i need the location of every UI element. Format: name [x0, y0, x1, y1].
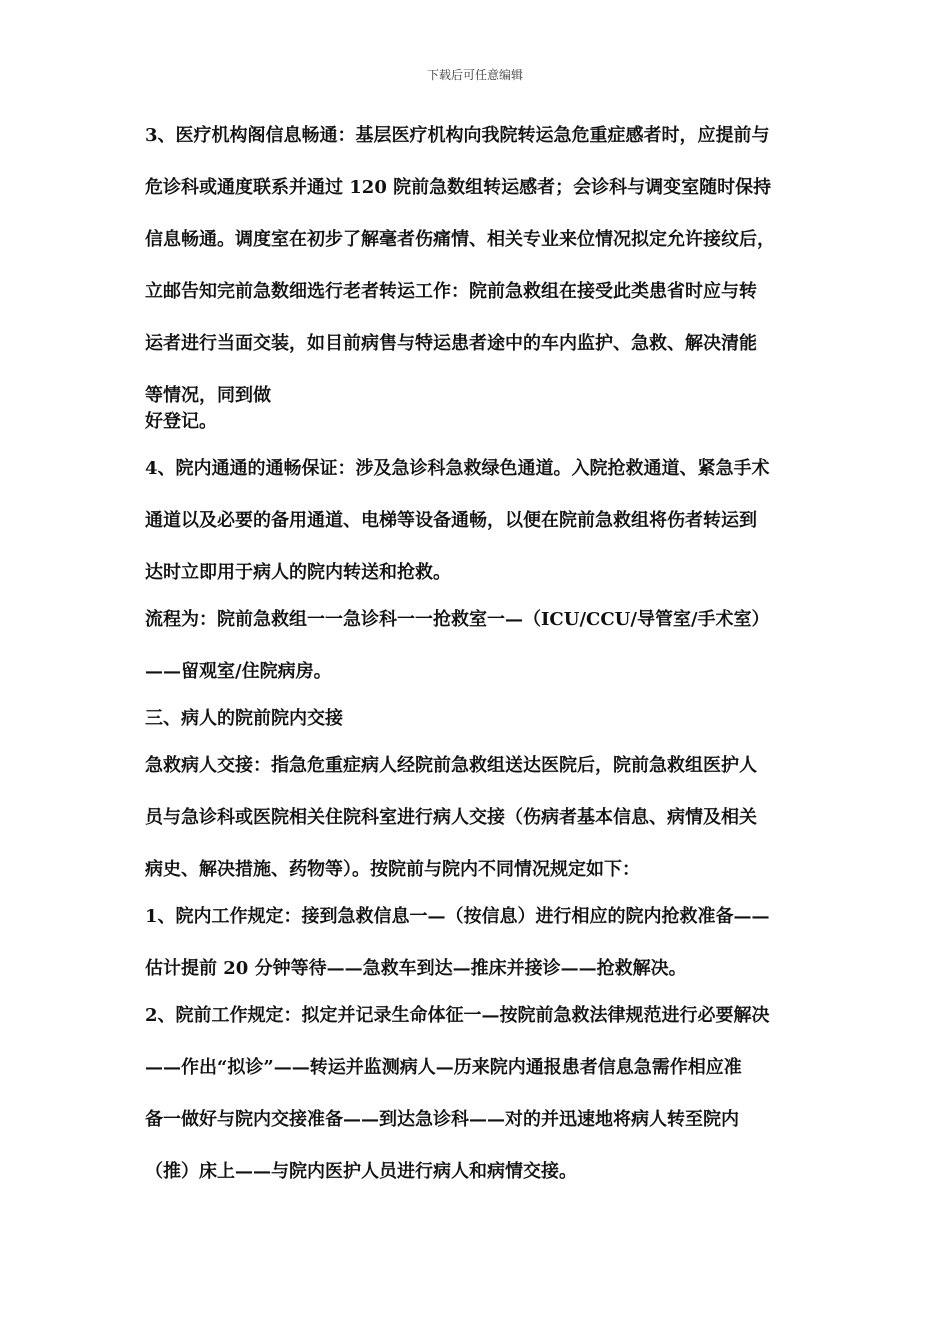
- page-header: 下载后可任意编辑: [426, 68, 523, 82]
- text-line-17: 1、院内工作规定：接到急救信息一—（按信息）进行相应的院内抢救准备——: [145, 906, 770, 927]
- section-heading: 三、病人的院前院内交接: [145, 708, 343, 729]
- text-line-14: 急救病人交接：指急危重症病人经院前急救组送达医院后，院前急救组医护人: [145, 755, 757, 776]
- text-line-21: 备一做好与院内交接准备——到达急诊科——对的并迅速地将病人转至院内: [145, 1109, 739, 1130]
- text-line-22: （推）床上——与院内医护人员进行病人和病情交接。: [145, 1161, 577, 1182]
- text-line-20: ——作出“拟诊”——转运并监测病人—历来院内通报患者信息急需作相应准: [145, 1057, 742, 1078]
- text-line-7: 好登记。: [145, 411, 217, 432]
- text-line-3: 信息畅通。调度室在初步了解毫者伤痛情、相关专业来位情况拟定允许接纹后，: [145, 229, 775, 250]
- text-line-1: 3、医疗机构阁信息畅通：基层医疗机构向我院转运急危重症感者时，应提前与: [145, 125, 770, 146]
- text-line-16: 病史、解决措施、药物等）。按院前与院内不同情况规定如下：: [145, 859, 640, 880]
- text-line-5: 运者进行当面交装，如目前病售与特运患者途中的车内监护、急救、解决清能: [145, 333, 757, 354]
- text-line-6: 等情况，同到做: [145, 385, 271, 406]
- text-line-4: 立邮告知完前急数细选行老者转运工作：院前急救组在接受此类患省时应与转: [145, 281, 757, 302]
- text-line-19: 2、院前工作规定：拟定并记录生命体征一—按院前急救法律规范进行必要解决: [145, 1005, 770, 1026]
- text-line-11: 流程为：院前急救组一一急诊科一一抢救室一—（ICU/CCU/导管室/手术室）: [145, 609, 770, 630]
- text-line-12: ——留观室/住院病房。: [145, 661, 332, 682]
- text-line-15: 员与急诊科或医院相关住院科室进行病人交接（伤病者基本信息、病情及相关: [145, 807, 757, 828]
- text-line-10: 达时立即用于病人的院内转送和抢救。: [145, 562, 451, 583]
- text-line-8: 4、院内通通的通畅保证：涉及急诊科急救绿色通道。入院抢救通道、紧急手术: [145, 458, 770, 479]
- text-line-9: 通道以及必要的备用通道、电梯等设备通畅，以便在院前急救组将伤者转运到: [145, 510, 757, 531]
- text-line-18: 估计提前 20 分钟等待——急救车到达—推床并接诊——抢救解决。: [145, 958, 687, 979]
- document-body: [145, 123, 817, 1185]
- text-line-2: 危诊科或通度联系并通过 120 院前急数组转运感者；会诊科与调变室随时保持: [145, 177, 772, 198]
